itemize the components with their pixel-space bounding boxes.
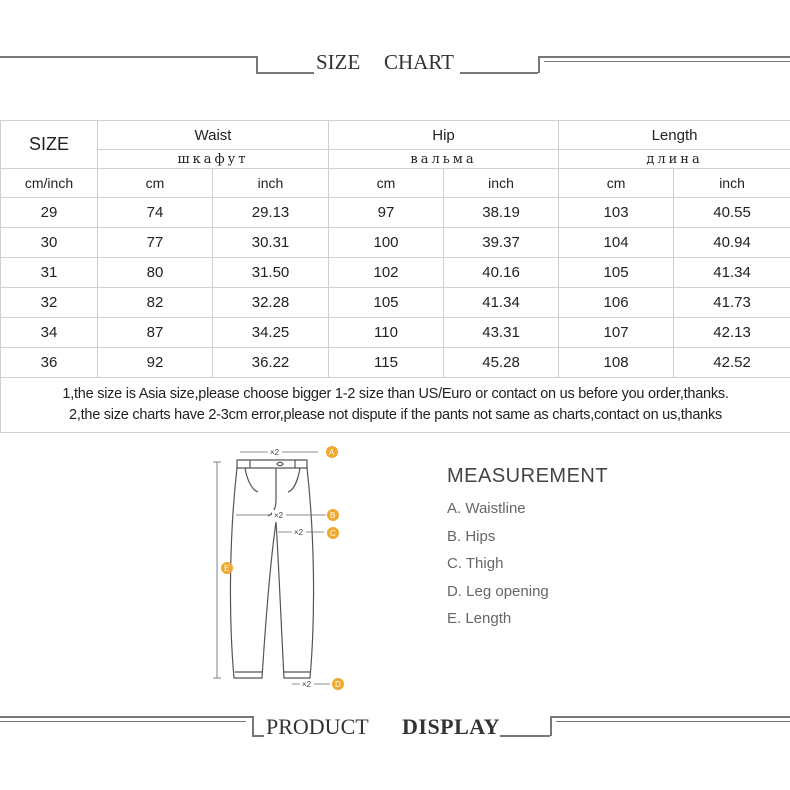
- hip-header: Hip: [329, 121, 559, 150]
- banner-line-left-low: [252, 735, 264, 737]
- waist-header: Waist: [98, 121, 329, 150]
- measure-value-cell: 32.28: [213, 288, 329, 318]
- measurement-item: A. Waistline: [447, 500, 526, 517]
- left-leg-shape: [230, 468, 276, 678]
- measure-value-cell: 30.31: [213, 228, 329, 258]
- banner-line-left-thin: [0, 721, 246, 722]
- banner-line-right-thin: [544, 61, 790, 62]
- multiplier-label: ×2: [294, 528, 304, 537]
- measure-value-cell: 34.25: [213, 318, 329, 348]
- banner-line-left: [0, 716, 252, 718]
- measure-value-cell: 42.52: [674, 348, 790, 378]
- marker-a-label: A: [329, 448, 335, 457]
- thigh-measure: [278, 527, 339, 539]
- banner-title-word-1: SIZE: [316, 50, 361, 74]
- size-value-cell: 34: [1, 318, 98, 348]
- measure-value-cell: 40.94: [674, 228, 790, 258]
- measure-value-cell: 41.73: [674, 288, 790, 318]
- marker-d-label: D: [335, 680, 341, 689]
- unit-cell: inch: [674, 169, 790, 198]
- measurement-item: C. Thigh: [447, 555, 504, 572]
- pocket-shape: [245, 468, 258, 492]
- marker-c-label: C: [330, 529, 336, 538]
- measurement-item: E. Length: [447, 610, 512, 627]
- measure-value-cell: 40.16: [444, 258, 559, 288]
- measure-value-cell: 100: [329, 228, 444, 258]
- hips-measure: [236, 509, 339, 521]
- measure-value-cell: 77: [98, 228, 213, 258]
- pocket-shape: [288, 468, 300, 492]
- note-line-1: 1,the size is Asia size,please choose bigger 1-2 size than US/Euro or contact on us before you order,thanks.: [62, 386, 729, 402]
- measure-value-cell: 41.34: [674, 258, 790, 288]
- size-value-cell: 36: [1, 348, 98, 378]
- size-table: [0, 120, 790, 433]
- size-row: [1, 288, 790, 318]
- measure-value-cell: 106: [559, 288, 674, 318]
- pants-outline: [230, 460, 313, 678]
- measurement-title: MEASUREMENT: [447, 465, 609, 487]
- measure-value-cell: 42.13: [674, 318, 790, 348]
- measure-value-cell: 92: [98, 348, 213, 378]
- pants-illustration: [200, 440, 360, 700]
- unit-cell: inch: [213, 169, 329, 198]
- measure-value-cell: 87: [98, 318, 213, 348]
- marker-e-label: E: [224, 564, 230, 573]
- measure-value-cell: 110: [329, 318, 444, 348]
- size-chart-banner: [0, 44, 790, 84]
- size-row: [1, 318, 790, 348]
- waistline-measure: [240, 446, 338, 458]
- banner-title-word-1: PRODUCT: [266, 714, 369, 739]
- measure-value-cell: 31.50: [213, 258, 329, 288]
- measure-value-cell: 115: [329, 348, 444, 378]
- banner-title-word-2: DISPLAY: [402, 714, 501, 739]
- length-header: Length: [559, 121, 790, 150]
- measure-value-cell: 97: [329, 198, 444, 228]
- size-value-cell: 30: [1, 228, 98, 258]
- measure-value-cell: 80: [98, 258, 213, 288]
- banner-line-left-step: [256, 56, 258, 73]
- size-row: [1, 228, 790, 258]
- banner-line-left: [0, 56, 258, 58]
- banner-line-left-step: [252, 716, 254, 736]
- banner-line-right: [538, 56, 790, 58]
- measure-value-cell: 105: [559, 258, 674, 288]
- waistband-shape: [237, 460, 307, 468]
- size-row: [1, 198, 790, 228]
- banner-line-right-low: [500, 735, 550, 737]
- banner-line-right-low: [460, 72, 538, 74]
- banner-line-right-step: [550, 716, 552, 736]
- banner-line-left-low: [256, 72, 314, 74]
- measure-value-cell: 36.22: [213, 348, 329, 378]
- unit-header: cm/inch: [1, 169, 98, 198]
- size-value-cell: 32: [1, 288, 98, 318]
- right-leg-shape: [276, 468, 314, 678]
- product-display-banner: [0, 708, 790, 748]
- unit-cell: cm: [98, 169, 213, 198]
- measure-value-cell: 41.34: [444, 288, 559, 318]
- banner-line-right: [550, 716, 790, 718]
- size-row: [1, 348, 790, 378]
- measure-value-cell: 82: [98, 288, 213, 318]
- notes-cell: [1, 378, 790, 433]
- note-line-2: 2,the size charts have 2-3cm error,please not dispute if the pants not same as charts,contact on us,thanks: [69, 407, 722, 423]
- unit-cell: cm: [559, 169, 674, 198]
- measure-value-cell: 104: [559, 228, 674, 258]
- measure-value-cell: 45.28: [444, 348, 559, 378]
- size-value-cell: 29: [1, 198, 98, 228]
- measure-value-cell: 107: [559, 318, 674, 348]
- measure-value-cell: 105: [329, 288, 444, 318]
- measure-value-cell: 39.37: [444, 228, 559, 258]
- hip-subheader: вальма: [329, 150, 559, 169]
- size-header: SIZE: [1, 121, 98, 169]
- size-value-cell: 31: [1, 258, 98, 288]
- size-row: [1, 258, 790, 288]
- banner-title-word-2: CHART: [384, 50, 454, 74]
- measure-value-cell: 74: [98, 198, 213, 228]
- waist-subheader: шкафут: [98, 150, 329, 169]
- measurement-legend: [447, 465, 608, 638]
- multiplier-label: ×2: [274, 511, 284, 520]
- banner-line-right-step: [538, 56, 540, 73]
- measurement-item: B. Hips: [447, 527, 496, 545]
- unit-cell: cm: [329, 169, 444, 198]
- banner-line-right-thin: [556, 721, 790, 722]
- measure-value-cell: 103: [559, 198, 674, 228]
- multiplier-label: ×2: [270, 448, 280, 457]
- measure-value-cell: 40.55: [674, 198, 790, 228]
- leg-opening-measure: [292, 678, 344, 690]
- measure-value-cell: 38.19: [444, 198, 559, 228]
- measure-value-cell: 102: [329, 258, 444, 288]
- button-shape: [277, 462, 283, 465]
- measurement-item: D. Leg opening: [447, 582, 549, 600]
- measure-value-cell: 108: [559, 348, 674, 378]
- fly-shape: [268, 468, 276, 516]
- length-measure: [213, 462, 233, 678]
- multiplier-label: ×2: [302, 680, 312, 689]
- unit-cell: inch: [444, 169, 559, 198]
- measure-value-cell: 43.31: [444, 318, 559, 348]
- size-rows: [1, 198, 790, 378]
- length-subheader: длина: [559, 150, 790, 169]
- measure-value-cell: 29.13: [213, 198, 329, 228]
- marker-b-label: B: [330, 511, 336, 520]
